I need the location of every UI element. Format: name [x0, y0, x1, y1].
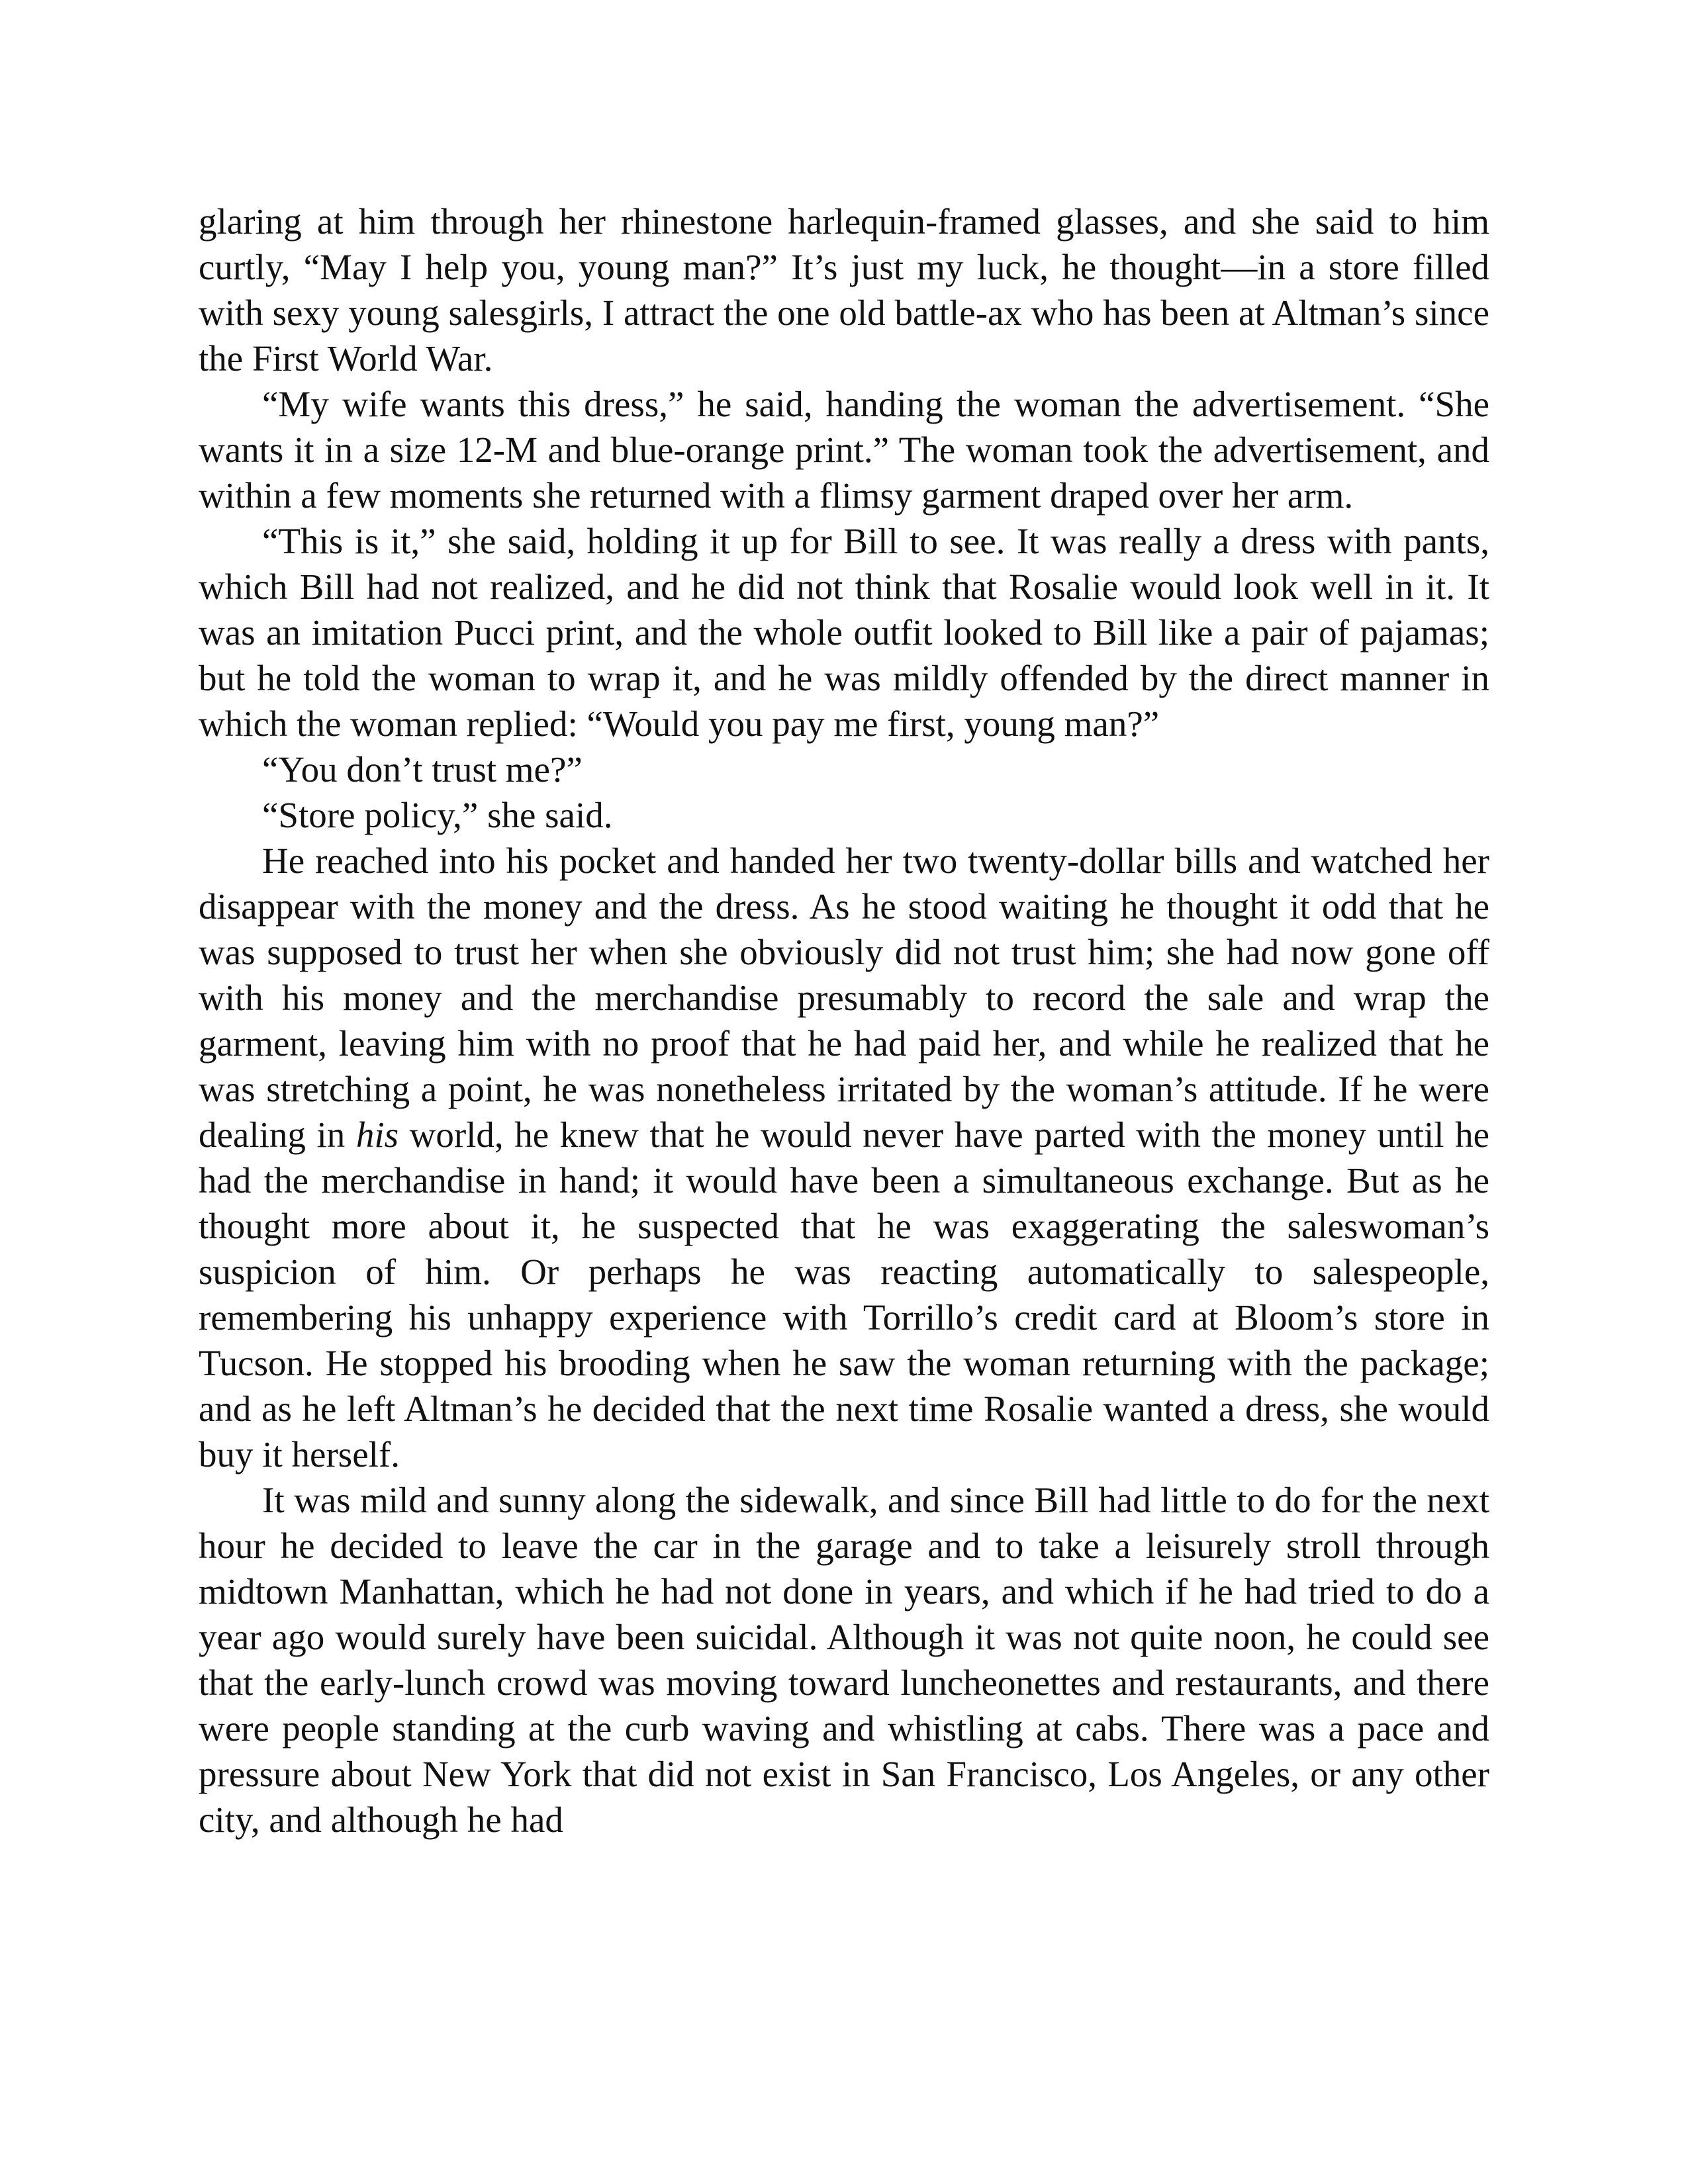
paragraph-3: “This is it,” she said, holding it up for Bill to see. It was really a dress with pants, which Bill had not realized, and he did not think that Rosalie would look well in it. It was an imitation Pucci print, and the whole outfit looked to Bill like a pair of pajamas; but he told the woman to wrap it, and he was mildly offended by the direct manner in which the woman replied: “Would you pay me first, young man?”: [199, 521, 1489, 744]
paragraph-5: “Store policy,” she said.: [262, 795, 613, 835]
paragraph-1: glaring at him through her rhinestone harlequin-framed glasses, and she said to him curtly, “May I help you, young man?” It’s just my luck, he thought—in a store filled with sexy young salesgirls, I attract the one old battle-ax who has been at Altman’s since the First World War.: [199, 201, 1489, 379]
paragraph-6-text-start: He reached into his pocket and handed her two twenty-dollar bills and watched her disappear with the money and the dress. As he stood waiting he thought it odd that he was supposed to trust her when she obviously did not trust him; she had now gone off with his money and the merchandise presumably to record the sale and wrap the garment, leaving him with no proof that he had paid her, and while he realized that he was stretching a point, he was nonetheless irritated by the woman’s attitude. If he were dealing in: [199, 841, 1489, 1155]
paragraph-7: It was mild and sunny along the sidewalk, and since Bill had little to do for the next hour he decided to leave the car in the garage and to take a leisurely stroll through midtown Manhattan, which he had not done in years, and which if he had tried to do a year ago would surely have been suicidal. Although it was not quite noon, he could see that the early-lunch crowd was moving toward luncheonettes and restaurants, and there were people standing at the curb waving and whistling at cabs. There was a pace and pressure about New York that did not exist in San Francisco, Los Angeles, or any other city, and although he had: [199, 1480, 1489, 1840]
paragraph-6: [199, 838, 1489, 1477]
page-body: [199, 199, 1489, 1843]
paragraph-6-italic-word: his: [355, 1115, 399, 1155]
paragraph-6-text-end: world, he knew that he would never have parted with the money until he had the merchandise in hand; it would have been a simultaneous exchange. But as he thought more about it, he suspected that he was exaggerating the saleswoman’s suspicion of him. Or perhaps he was reacting automatically to salespeople, remembering his unhappy experience with Torrillo’s credit card at Bloom’s store in Tucson. He stopped his brooding when he saw the woman returning with the package; and as he left Altman’s he decided that the next time Rosalie wanted a dress, she would buy it herself.: [199, 1115, 1490, 1475]
paragraph-4: “You don’t trust me?”: [262, 749, 583, 790]
paragraph-2: “My wife wants this dress,” he said, handing the woman the advertisement. “She wants it in a size 12-M and blue-orange print.” The woman took the advertisement, and within a few moments she returned with a flimsy garment draped over her arm.: [199, 384, 1489, 516]
